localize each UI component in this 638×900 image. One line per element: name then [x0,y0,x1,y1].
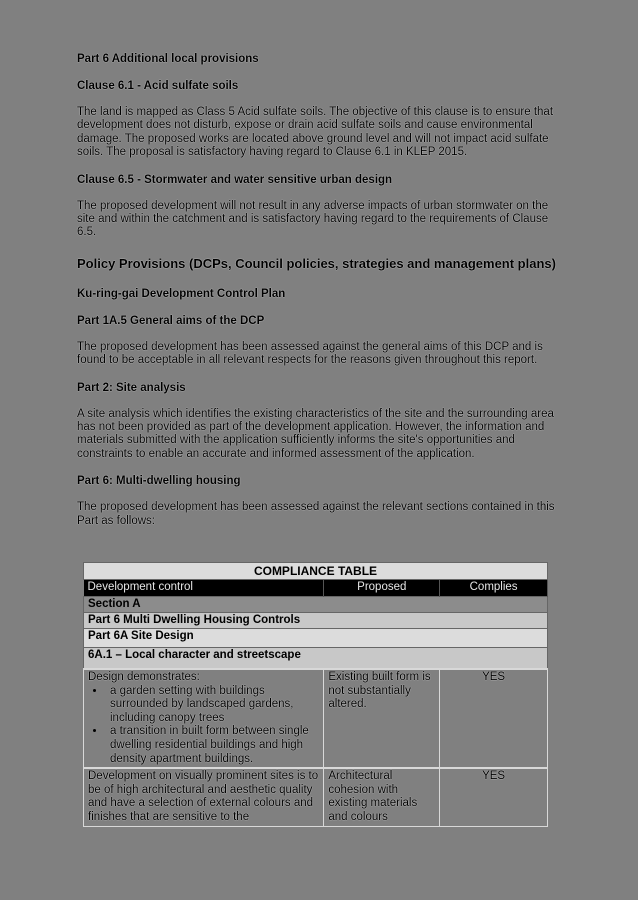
column-header-development-control: Development control [84,580,324,597]
table-title: COMPLIANCE TABLE [84,563,548,580]
table-row [84,669,548,768]
heading-kuringgai-dcp: Ku-ring-gai Development Control Plan [77,287,286,300]
compliance-table [83,562,548,827]
proposed-cell: Existing built form is not substantially altered. [324,669,440,768]
section-row [84,629,548,648]
heading-clause-6-5: Clause 6.5 - Stormwater and water sensitive urban design [77,173,393,186]
table-row [84,768,548,826]
section-a-label: Section A [84,597,548,613]
paragraph-clause-6-1: The land is mapped as Class 5 Acid sulfate soils. The objective of this clause is to ensure that development does not disturb, expose or drain acid sulfate soils and cause environmental damage. The proposed works are located above ground level and will not impact acid sulfate soils. The proposal is satisfactory having regard to Clause 6.1 in KLEP 2015. [77,106,554,159]
document-page [77,52,562,528]
column-header-complies: Complies [440,580,548,597]
part-6-label: Part 6 Multi Dwelling Housing Controls [84,613,548,629]
table-title-row [84,563,548,580]
section-row [84,597,548,613]
paragraph-clause-6-5: The proposed development will not result in any adverse impacts of urban stormwater on the site and within the catchment and is satisfactory having regard to the requirements of Clause 6.5. [77,199,549,239]
heading-part-2: Part 2: Site analysis [77,381,186,394]
paragraph-part-1a5: The proposed development has been assessed against the general aims of this DCP and is found to be acceptable in all relevant respects for the reasons given throughout this report. [77,340,543,367]
complies-cell: YES [440,768,548,826]
control-bullet: • a garden setting with buildings surrounded by landscaped gardens, including canopy trees [106,685,319,726]
table-header-row [84,580,548,597]
control-cell [84,669,324,768]
paragraph-part-2: A site analysis which identifies the existing characteristics of the site and the surrounding area has not been provided as part of the development application. However, the information and materials submitted with the application sufficiently informs the site's opportunities and constraints to enable an accurate and informed assessment of the application. [77,407,554,460]
control-cell: Development on visually prominent sites is to be of high architectural and aesthetic quality and have a selection of external colours and finishes that are sensitive to the [84,768,324,826]
heading-part6-additional: Part 6 Additional local provisions [77,53,259,65]
heading-part-1a5: Part 1A.5 General aims of the DCP [77,314,265,327]
heading-clause-6-1: Clause 6.1 - Acid sulfate soils [77,80,239,92]
paragraph-part-6: The proposed development has been assessed against the relevant sections contained in this Part as follows: [77,501,555,527]
control-bullet: • a transition in built form between single dwelling residential buildings and high density apartment buildings. [106,725,319,766]
proposed-cell: Architectural cohesion with existing materials and colours [324,768,440,826]
part-6a-label: Part 6A Site Design [84,629,548,648]
control-intro: Design demonstrates: [88,671,200,683]
section-row [84,648,548,670]
section-6a1-label: 6A.1 – Local character and streetscape [84,648,548,670]
heading-policy-provisions: Policy Provisions (DCPs, Council policies, strategies and management plans) [77,255,556,271]
column-header-proposed: Proposed [324,580,440,597]
section-row [84,613,548,629]
heading-part-6: Part 6: Multi-dwelling housing [77,475,241,488]
control-bullets [88,685,319,767]
complies-cell: YES [440,669,548,768]
